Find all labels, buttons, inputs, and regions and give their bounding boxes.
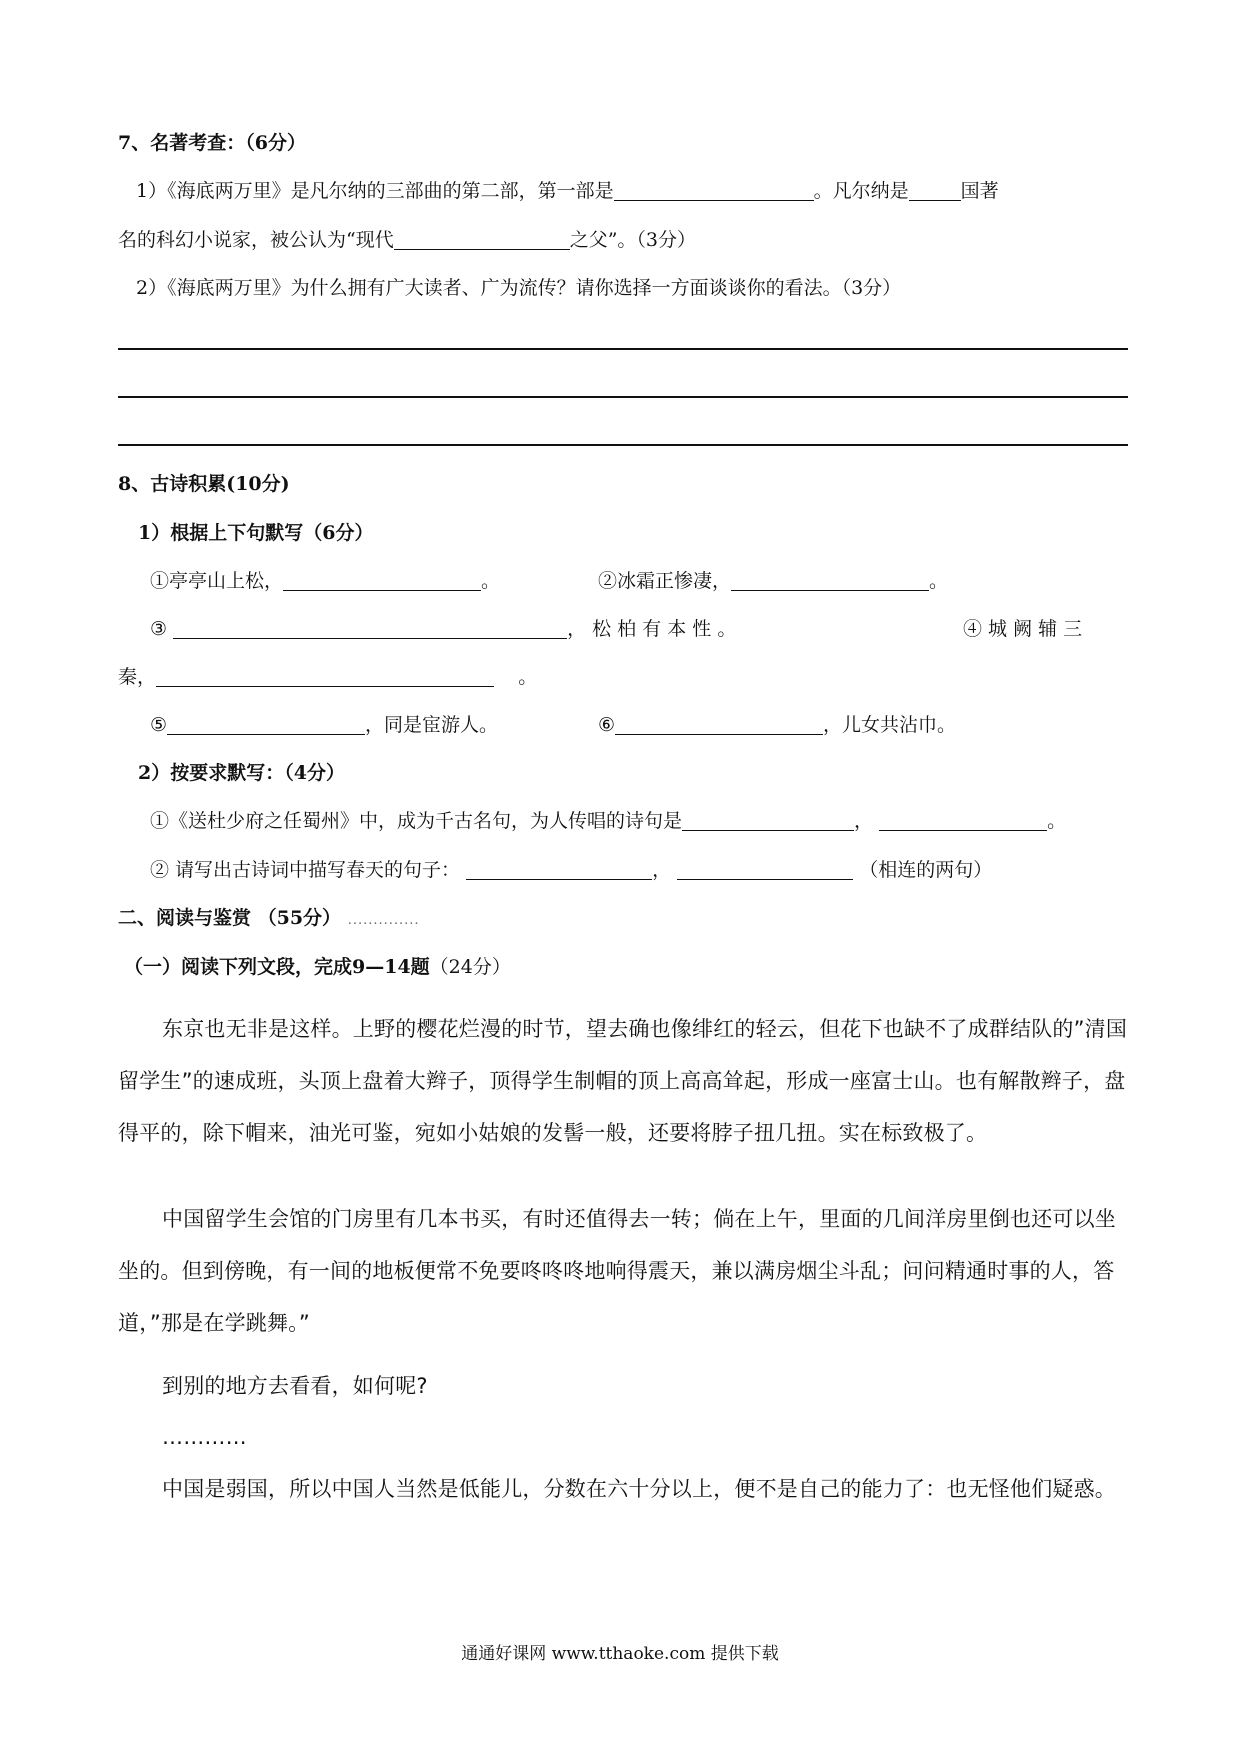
q7-part1-text-b: 。凡尔纳是 (813, 180, 909, 202)
q8-item4: ④ 城 阙 辅 三 (963, 618, 1083, 640)
passage-paragraph: 到别的地方去看看，如何呢? (162, 1374, 428, 1398)
q8-req1-text: ①《送杜少府之任蜀州》中，成为千古名句，为人传唱的诗句是 (150, 810, 683, 832)
answer-blank[interactable] (909, 180, 961, 201)
q8-item2-end: 。 (929, 570, 949, 592)
answer-blank[interactable] (156, 666, 494, 687)
section2-sub-text: （一）阅读下列文段，完成9—14题 (124, 956, 430, 978)
q7-title: 7、名著考查：（6分） (118, 132, 306, 154)
answer-blank[interactable] (167, 714, 365, 735)
answer-blank[interactable] (466, 859, 652, 880)
answer-blank[interactable] (283, 570, 481, 591)
q8-item4-end: 。 (518, 666, 538, 688)
q8-item5-end: ，同是宦游人。 (365, 714, 499, 736)
q8-item5 (150, 713, 498, 737)
answer-blank[interactable] (731, 570, 929, 591)
page-footer: 通通好课网 www.tthaoke.com 提供下载 (461, 1644, 779, 1664)
q8-item3-end: ， 松 柏 有 本 性 。 (567, 618, 737, 640)
q7-part1-text-d: 名的科幻小说家，被公认为“现代 (118, 229, 394, 251)
q7-part1-text-a: 1）《海底两万里》是凡尔纳的三部曲的第二部，第一部是 (136, 180, 614, 202)
q8-item3-text: ③ (150, 618, 168, 640)
passage-paragraph: 中国是弱国，所以中国人当然是低能儿，分数在六十分以上，便不是自己的能力了：也无怪他们疑惑。 (162, 1477, 1116, 1501)
q8-item2-text: ②冰霜正惨凄， (598, 570, 732, 592)
q8-item1-end: 。 (481, 570, 501, 592)
q7-part1-line2 (118, 228, 696, 252)
q8-item5-text: ⑤ (150, 714, 168, 736)
passage-ellipsis: ………… (162, 1425, 247, 1449)
q8-item6 (598, 713, 956, 737)
q8-sub1: 1）根据上下句默写（6分） (138, 522, 374, 544)
q8-req2-text: ② 请写出古诗词中描写春天的句子： (150, 859, 461, 881)
section2-title (118, 906, 420, 933)
q8-item2 (598, 569, 948, 593)
q8-sub2: 2）按要求默写：（4分） (138, 762, 345, 784)
answer-blank[interactable] (677, 859, 853, 880)
q7-part1-line1 (136, 179, 999, 203)
answer-blank[interactable] (879, 810, 1047, 831)
section2-dots: .............. (347, 913, 420, 928)
section2-title-text: 二、阅读与鉴赏 （55分） (118, 907, 342, 929)
answer-blank[interactable] (615, 714, 823, 735)
answer-blank[interactable] (614, 180, 814, 201)
q8-title: 8、古诗积累(10分) (118, 473, 290, 495)
q8-req1-end: 。 (1047, 810, 1067, 832)
q8-req2 (150, 858, 992, 882)
answer-line[interactable] (118, 348, 1128, 350)
q8-item3 (150, 617, 736, 641)
passage-paragraph: 东京也无非是这样。上野的樱花烂漫的时节，望去确也像绯红的轻云，但花下也缺不了成群结队的”清国留学生”的速成班，头顶上盘着大辫子，顶得学生制帽的顶上高高耸起，形成一座富士山。也有解散辫子，盘得平的，除下帽来，油光可鉴，宛如小姑娘的发髻一般，还要将脖子扭几扭。实在标致极了。 (118, 1017, 1128, 1145)
q8-req2-end: （相连的两句） (859, 859, 993, 881)
q8-item1 (150, 569, 500, 593)
q8-req1 (150, 809, 1066, 833)
q8-item6-text: ⑥ (598, 714, 616, 736)
answer-blank[interactable] (394, 229, 570, 250)
q8-item6-end: ，儿女共沾巾。 (823, 714, 957, 736)
q8-req1-sep: ， (854, 810, 874, 832)
q7-part2: 2）《海底两万里》为什么拥有广大读者、广为流传？请你选择一方面谈谈你的看法。（3分） (136, 277, 902, 299)
q7-part1-text-e: 之父”。（3分） (569, 229, 697, 251)
section2-sub-score: （24分） (429, 956, 511, 978)
answer-blank[interactable] (682, 810, 854, 831)
section2-sub (124, 955, 511, 979)
passage-paragraph: 中国留学生会馆的门房里有几本书买，有时还值得去一转；倘在上午，里面的几间洋房里倒也还可以坐坐的。但到傍晚，有一间的地板便常不免要咚咚咚地响得震天，兼以满房烟尘斗乱；问问精通时事的人，答道，”那是在学跳舞。” (118, 1207, 1116, 1335)
q8-item1-text: ①亭亭山上松， (150, 570, 284, 592)
q8-item4-cont (118, 665, 537, 689)
q7-part1-text-c: 国著 (960, 180, 999, 202)
q8-req2-sep: ， (652, 859, 672, 881)
answer-line[interactable] (118, 444, 1128, 446)
q8-item4-cont-text: 秦， (118, 666, 157, 688)
answer-line[interactable] (118, 396, 1128, 398)
answer-blank[interactable] (173, 618, 567, 639)
